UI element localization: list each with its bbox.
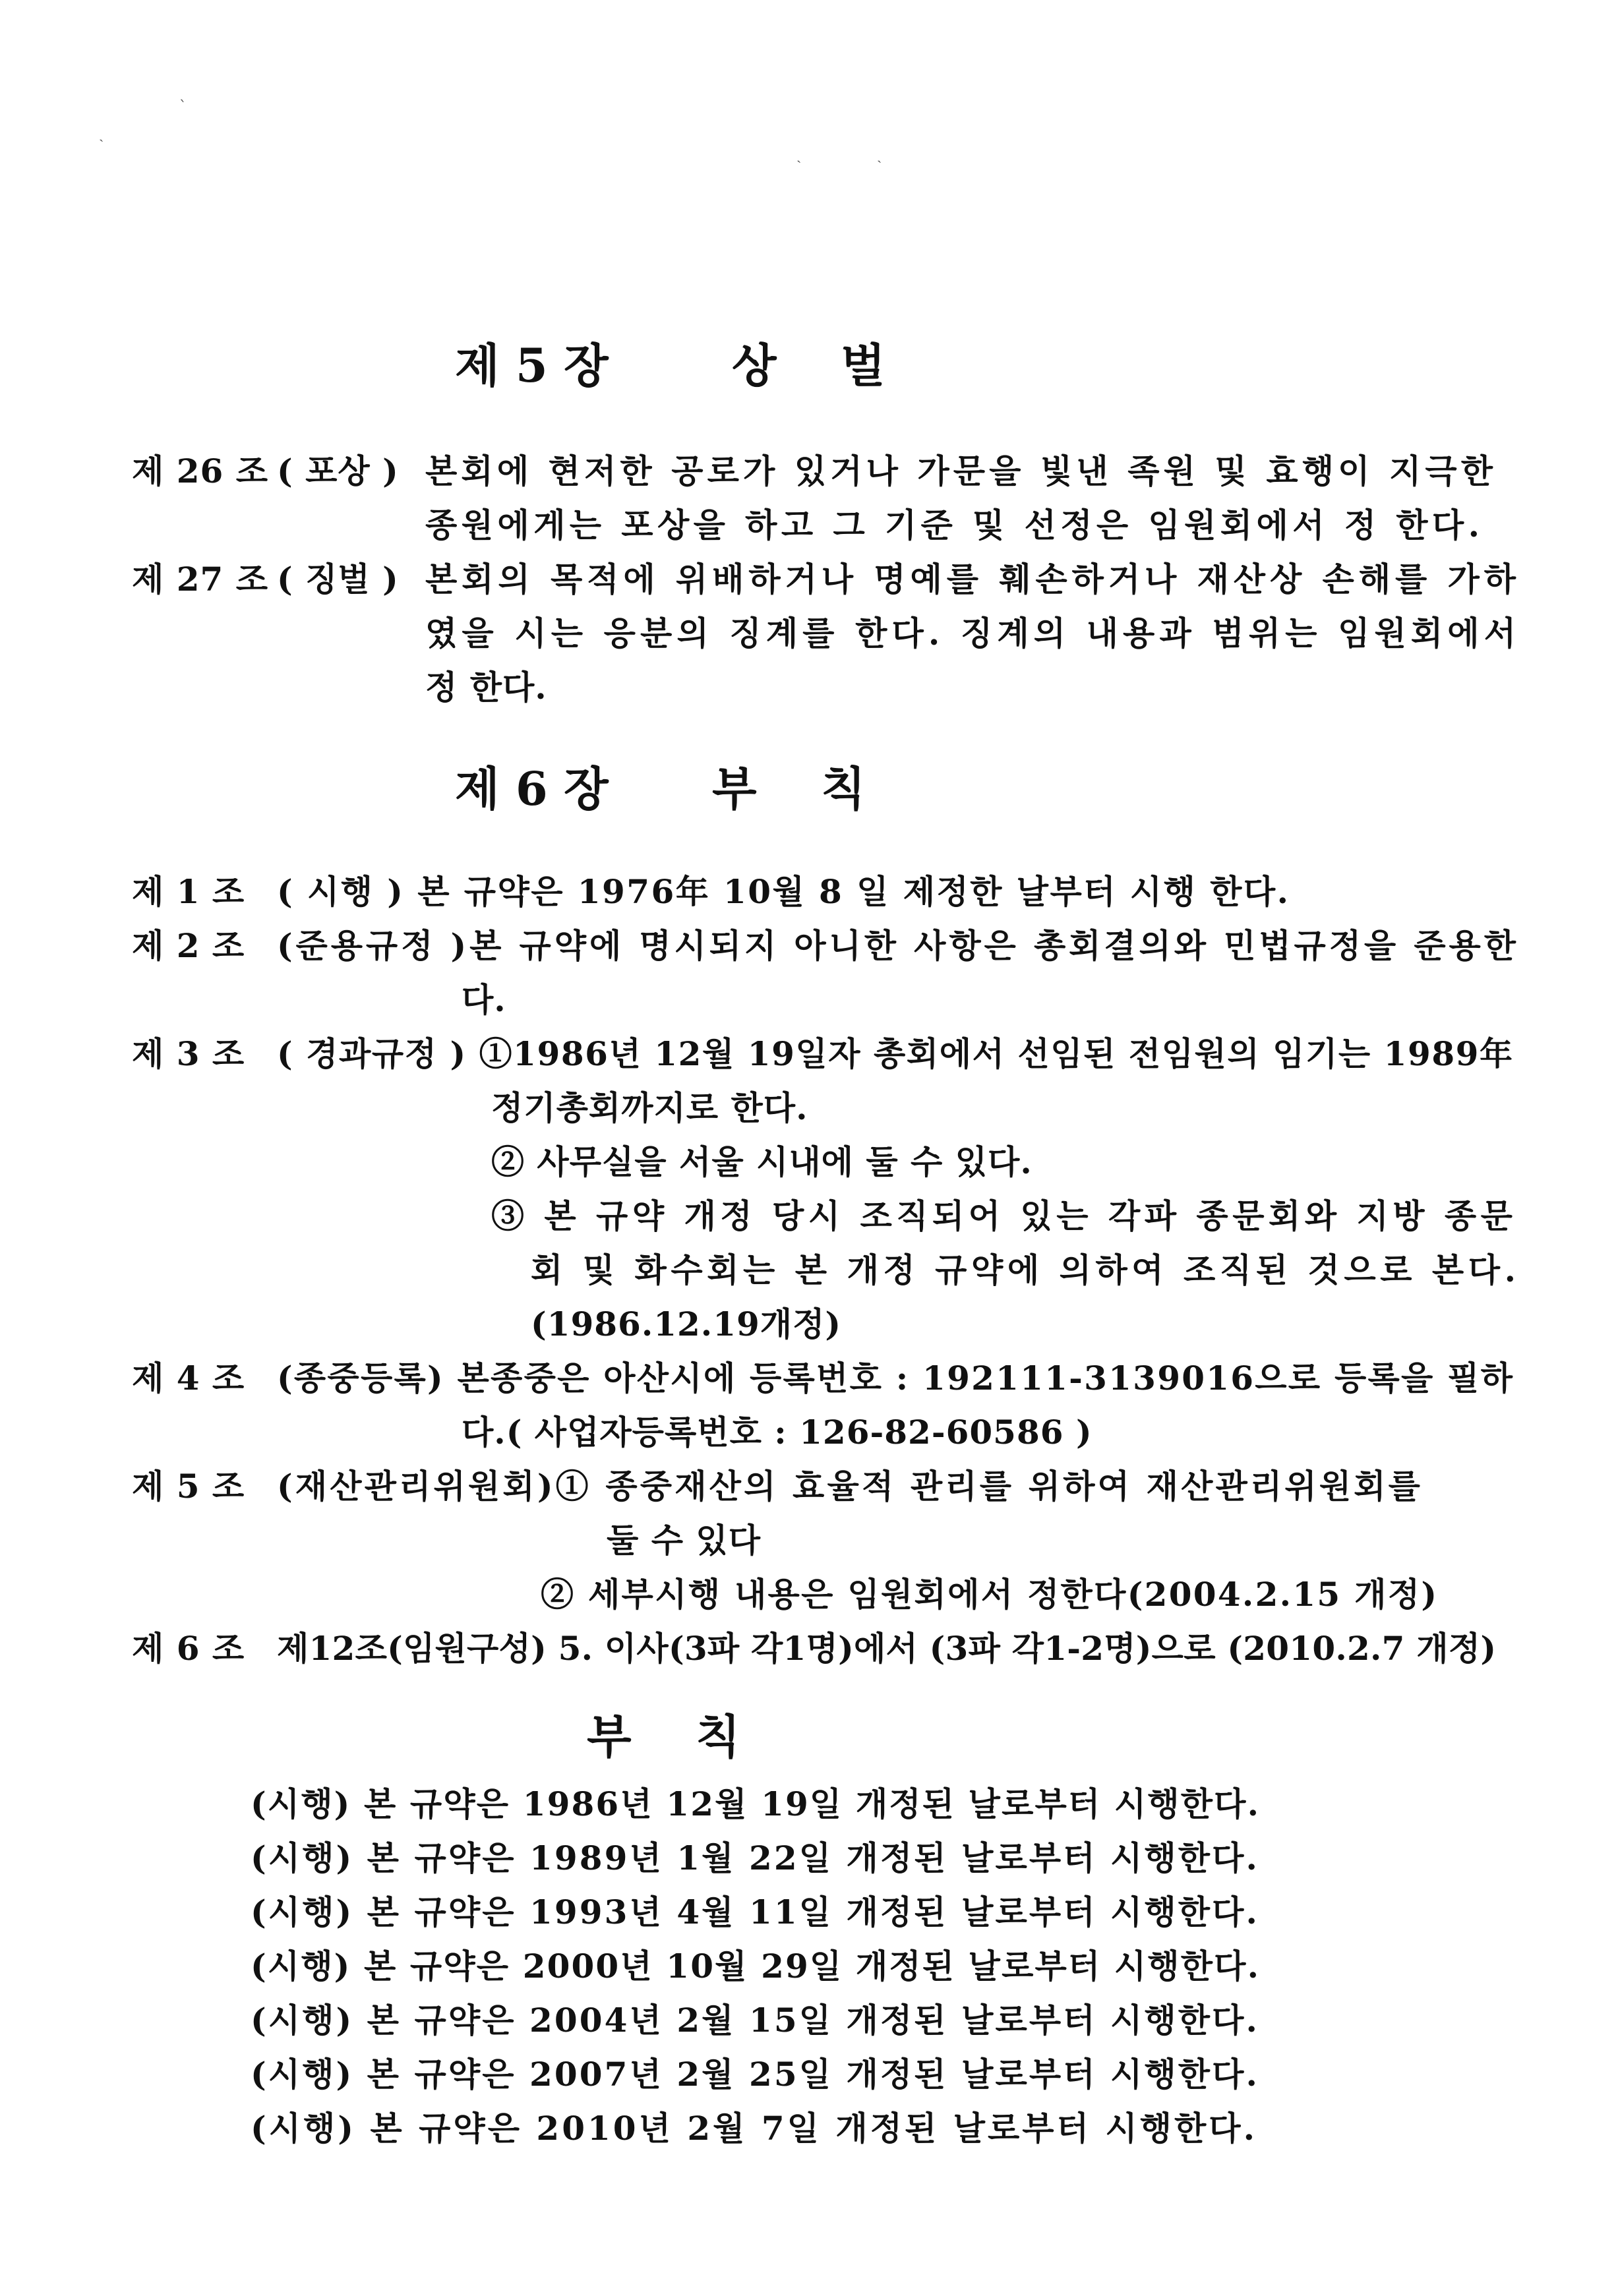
article-3-item-3: 회 및 화수회는 본 개정 규약에 의하여 조직된 것으로 본다. xyxy=(531,1251,1520,1289)
article-3-item-3-note: (1986.12.19개정) xyxy=(531,1305,842,1343)
supplementary-line: (시행) 본 규약은 1989년 1월 22일 개정된 날로부터 시행한다. xyxy=(251,1839,1259,1877)
article-27-heading: ( 징벌 ) xyxy=(277,560,399,599)
article-27-line: 본회의 목적에 위배하거나 명예를 훼손하거나 재산상 손해를 가하 xyxy=(425,560,1520,599)
article-26-line: 종원에게는 포상을 하고 그 기준 및 선정은 임원회에서 정 한다. xyxy=(425,506,1484,545)
article-3-line: ( 경과규정 ) ①1986년 12월 19일자 총회에서 선임된 전임원의 임기는 1989年 xyxy=(277,1034,1514,1073)
scan-speck: ˎ xyxy=(99,126,104,142)
supplementary-line: (시행) 본 규약은 1993년 4월 11일 개정된 날로부터 시행한다. xyxy=(251,1893,1259,1931)
article-3-item-2: ② 사무실을 서울 시내에 둘 수 있다. xyxy=(491,1142,1033,1181)
supplementary-line: (시행) 본 규약은 2007년 2월 25일 개정된 날로부터 시행한다. xyxy=(251,2055,1259,2094)
scan-speck: ˎ xyxy=(877,147,882,163)
article-1-line: ( 시행 ) 본 규약은 1976年 10월 8 일 제정한 날부터 시행 한다. xyxy=(277,872,1290,911)
article-2-number: 제 2 조 xyxy=(132,926,245,965)
article-3-item-3: ③ 본 규약 개정 당시 조직되어 있는 각파 종문회와 지방 종문 xyxy=(491,1196,1517,1235)
article-27-line: 정 한다. xyxy=(425,668,547,707)
article-5-line: (재산관리위원회)① 종중재산의 효율적 관리를 위하여 재산관리위원회를 xyxy=(277,1467,1423,1506)
chapter-6-title: 부 칙 xyxy=(712,761,866,816)
article-4-line: (종중등록) 본종중은 아산시에 등록번호 : 192111-3139016으로 등록을 필하 xyxy=(277,1359,1514,1398)
article-27-number: 제 27 조 xyxy=(132,560,268,599)
article-6-line: 제12조(임원구성) 5. 이사(3파 각1명)에서 (3파 각1-2명)으로 (2010.2.7 개정) xyxy=(277,1629,1497,1668)
article-2-line: (준용규정 )본 규약에 명시되지 아니한 사항은 총회결의와 민법규정을 준용한 xyxy=(277,926,1519,965)
article-2-continuation: 다. xyxy=(462,980,506,1019)
article-3-number: 제 3 조 xyxy=(132,1034,245,1073)
supplementary-title: 부 칙 xyxy=(587,1709,740,1764)
article-27-line: 였을 시는 응분의 징계를 한다. 징계의 내용과 범위는 임원회에서 xyxy=(425,614,1521,653)
chapter-5-label: 제 5 장 xyxy=(455,338,609,393)
supplementary-line: (시행) 본 규약은 2004년 2월 15일 개정된 날로부터 시행한다. xyxy=(251,2001,1259,2040)
supplementary-line: (시행) 본 규약은 2010년 2월 7일 개정된 날로부터 시행한다. xyxy=(251,2109,1257,2148)
article-1-number: 제 1 조 xyxy=(132,872,245,911)
chapter-5-title: 상 벌 xyxy=(732,338,885,393)
article-26-line: 본회에 현저한 공로가 있거나 가문을 빛낸 족원 및 효행이 지극한 xyxy=(425,452,1497,490)
article-5-number: 제 5 조 xyxy=(132,1467,245,1506)
article-4-number: 제 4 조 xyxy=(132,1359,245,1398)
article-6-number: 제 6 조 xyxy=(132,1629,245,1668)
chapter-6-label: 제 6 장 xyxy=(455,761,609,816)
supplementary-line: (시행) 본 규약은 1986년 12월 19일 개정된 날로부터 시행한다. xyxy=(251,1784,1261,1823)
article-3-continuation: 정기총회까지로 한다. xyxy=(491,1088,808,1127)
supplementary-line: (시행) 본 규약은 2000년 10월 29일 개정된 날로부터 시행한다. xyxy=(251,1947,1261,1986)
article-26-number: 제 26 조 xyxy=(132,452,268,490)
article-5-item-2: ② 세부시행 내용은 임원회에서 정한다(2004.2.15 개정) xyxy=(541,1575,1439,1614)
article-4-continuation: 다.( 사업자등록번호 : 126-82-60586 ) xyxy=(462,1413,1093,1452)
article-5-continuation: 둘 수 있다 xyxy=(607,1521,762,1560)
article-26-heading: ( 포상 ) xyxy=(277,452,399,490)
scan-speck: ˏ xyxy=(796,147,802,163)
scan-speck: ˋ xyxy=(179,99,187,115)
